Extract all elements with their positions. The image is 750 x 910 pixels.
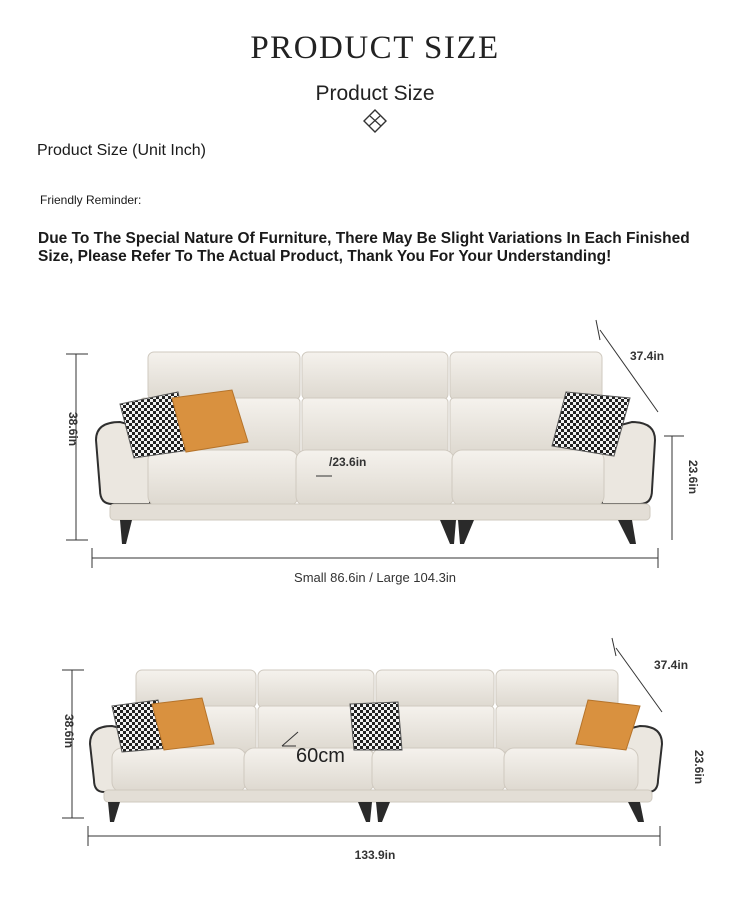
sofa-2-depth-label: 37.4in (654, 658, 689, 672)
sofa-1-illustration (0, 300, 750, 600)
sofa-1-depth-label: 37.4in (630, 349, 665, 363)
reminder-label: Friendly Reminder: (40, 193, 142, 207)
notice-text: Due To The Special Nature Of Furniture, There May Be Slight Variations In Each Finished Size, Please Refer To The Actual Product, Thank You For Your Understanding! (38, 230, 690, 265)
sofa-1-height-label: 38.6in (66, 412, 80, 447)
diamond-logo-icon (362, 109, 388, 133)
unit-label: Product Size (Unit Inch) (37, 142, 206, 159)
sofa-1-width-label: Small 86.6in / Large 104.3in (294, 570, 456, 585)
sofa-2-width-label: 133.9in (354, 848, 396, 862)
page-title: PRODUCT SIZE (250, 30, 500, 66)
sofa-1-seat-depth-label: /23.6in (329, 455, 367, 469)
sofa-1-arm-height-label: 23.6in (686, 460, 700, 495)
sofa-2-arm-height-label: 23.6in (692, 750, 706, 785)
sofa-2-seat-depth-label: 60cm (296, 745, 345, 767)
sofa-2-height-label: 38.6in (62, 714, 76, 749)
page-subtitle: Product Size (315, 82, 435, 105)
